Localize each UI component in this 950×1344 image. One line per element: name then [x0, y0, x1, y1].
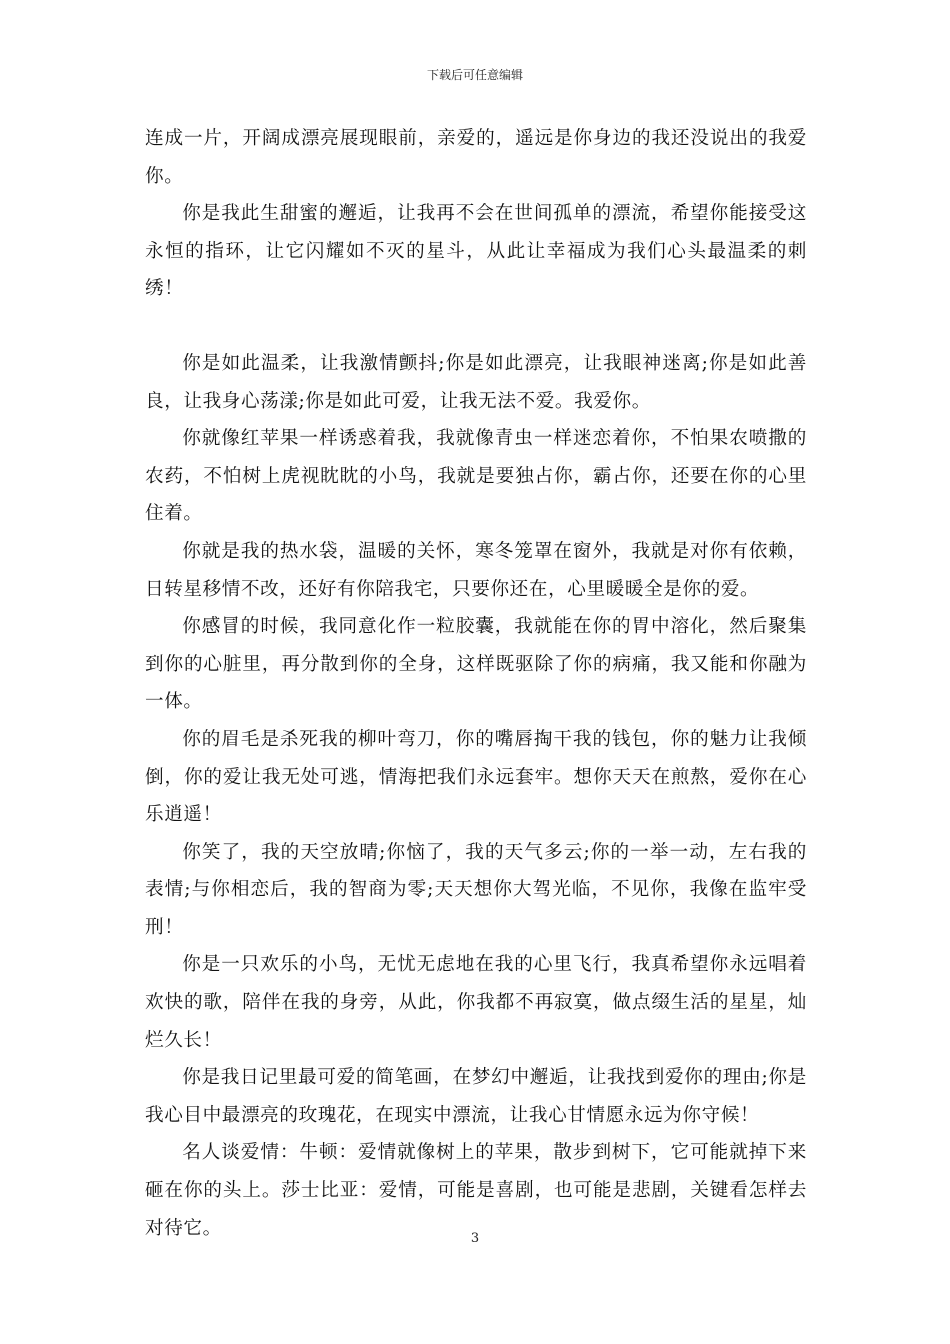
paragraph-5: 你就是我的热水袋，温暖的关怀，寒冬笼罩在窗外，我就是对你有依赖，日转星移情不改，还好有你陪我宅，只要你还在，心里暖暖全是你的爱。: [145, 540, 807, 600]
paragraph-11: 名人谈爱情：牛顿：爱情就像树上的苹果，散步到树下，它可能就掉下来砸在你的头上。莎士比亚：爱情，可能是喜剧，也可能是悲剧，关键看怎样去对待它。: [145, 1142, 807, 1239]
paragraph-4: 你就像红苹果一样诱惑着我，我就像青虫一样迷恋着你，不怕果农喷撒的农药，不怕树上虎视眈眈的小鸟，我就是要独占你，霸占你，还要在你的心里住着。: [145, 428, 807, 525]
page-number: 3: [470, 1231, 480, 1246]
paragraph-8: 你笑了，我的天空放晴;你恼了，我的天气多云;你的一举一动，左右我的表情;与你相恋后，我的智商为零;天天想你大驾光临，不见你，我像在监牢受刑！: [145, 841, 807, 938]
paragraph-9: 你是一只欢乐的小鸟，无忧无虑地在我的心里飞行，我真希望你永远唱着欢快的歌，陪伴在我的身旁，从此，你我都不再寂寞，做点缀生活的星星，灿烂久长！: [145, 954, 807, 1051]
paragraph-7: 你的眉毛是杀死我的柳叶弯刀，你的嘴唇掏干我的钱包，你的魅力让我倾倒，你的爱让我无处可逃，情海把我们永远套牢。想你天天在煎熬，爱你在心乐逍遥！: [145, 728, 807, 826]
document-body: [145, 120, 807, 1247]
page-header: 下载后可任意编辑: [426, 68, 523, 82]
paragraph-3: 你是如此温柔，让我激情颤抖;你是如此漂亮，让我眼神迷离;你是如此善良，让我身心荡漾;你是如此可爱，让我无法不爱。我爱你。: [145, 352, 807, 412]
paragraph-1: 连成一片，开阔成漂亮展现眼前，亲爱的，遥远是你身边的我还没说出的我爱你。: [145, 128, 807, 187]
paragraph-10: 你是我日记里最可爱的简笔画，在梦幻中邂逅，让我找到爱你的理由;你是我心目中最漂亮的玫瑰花，在现实中漂流，让我心甘情愿永远为你守候！: [145, 1067, 807, 1126]
paragraph-6: 你感冒的时候，我同意化作一粒胶囊，我就能在你的胃中溶化，然后聚集到你的心脏里，再分散到你的全身，这样既驱除了你的病痛，我又能和你融为一体。: [145, 616, 807, 713]
paragraph-2: 你是我此生甜蜜的邂逅，让我再不会在世间孤单的漂流，希望你能接受这永恒的指环，让它闪耀如不灭的星斗，从此让幸福成为我们心头最温柔的刺绣！: [145, 203, 807, 300]
